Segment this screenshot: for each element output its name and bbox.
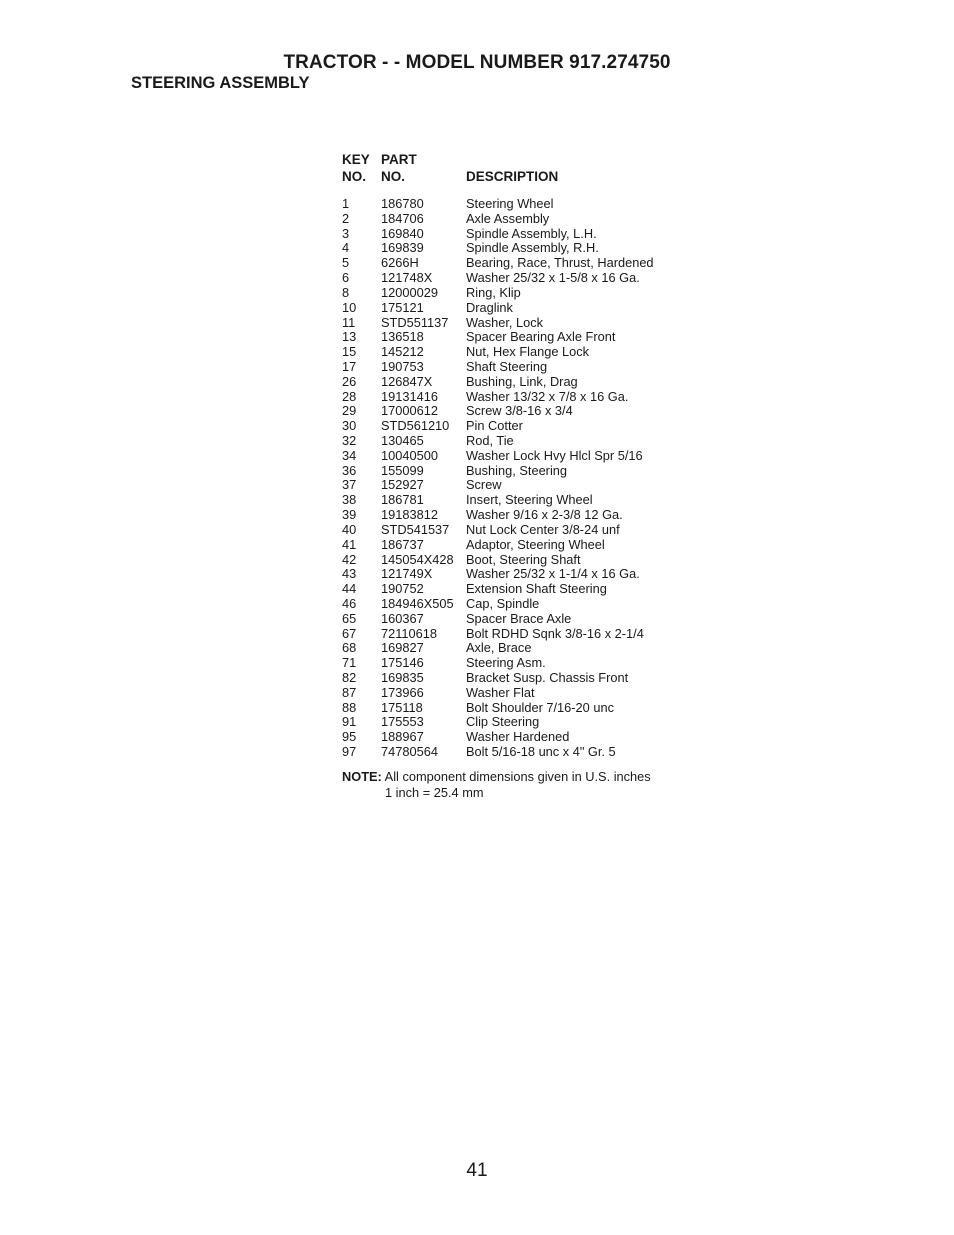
key-no-cell: 43: [342, 566, 357, 582]
part-no-cell: 169840: [381, 225, 424, 241]
part-no-cell: 169839: [381, 240, 424, 256]
part-no-cell: 190753: [381, 358, 424, 374]
description-cell: Washer Lock Hvy Hlcl Spr 5/16: [466, 447, 643, 463]
table-row: [342, 330, 702, 345]
section-title: STEERING ASSEMBLY: [131, 74, 310, 92]
table-row: [342, 478, 702, 493]
table-row: [342, 745, 702, 760]
key-no-cell: 10: [342, 299, 357, 315]
description-cell: Screw 3/8-16 x 3/4: [466, 403, 573, 419]
part-no-cell: 145212: [381, 344, 424, 360]
part-no-cell: 130465: [381, 433, 424, 448]
table-row: [342, 567, 702, 582]
description-cell: Bolt Shoulder 7/16-20 unc: [466, 699, 614, 715]
description-cell: Washer 25/32 x 1-1/4 x 16 Ga.: [466, 566, 640, 582]
key-no-cell: 68: [342, 640, 357, 656]
key-no-cell: 32: [342, 433, 357, 448]
key-no-cell: 71: [342, 655, 357, 671]
table-row: [342, 390, 702, 405]
table-row: [342, 449, 702, 464]
note-conversion: 1 inch = 25.4 mm: [385, 784, 484, 800]
key-no-cell: 42: [342, 551, 357, 567]
table-row: [342, 627, 702, 642]
part-no-cell: 145054X428: [381, 551, 454, 567]
key-no-cell: 13: [342, 329, 357, 345]
part-no-cell: 126847X: [381, 373, 433, 389]
table-row: [342, 493, 702, 508]
description-cell: Spacer Bearing Axle Front: [466, 329, 616, 345]
description-cell: Rod, Tie: [466, 433, 514, 448]
description-cell: Bolt RDHD Sqnk 3/8-16 x 2-1/4: [466, 625, 644, 641]
part-no-cell: 173966: [381, 684, 424, 700]
description-cell: Washer 25/32 x 1-5/8 x 16 Ga.: [466, 270, 640, 286]
key-no-cell: 67: [342, 625, 357, 641]
description-cell: Washer Flat: [466, 684, 535, 700]
key-no-cell: 38: [342, 492, 357, 508]
part-no-cell: 10040500: [381, 447, 438, 463]
part-no-cell: 175121: [381, 299, 424, 315]
description-cell: Ring, Klip: [466, 284, 521, 300]
table-row: [342, 538, 702, 553]
key-no-cell: 26: [342, 373, 357, 389]
page-number: 41: [466, 1160, 488, 1181]
table-row: [342, 212, 702, 227]
table-row: [342, 360, 702, 375]
description-cell: Boot, Steering Shaft: [466, 551, 581, 567]
table-row: [342, 301, 702, 316]
description-cell: Bracket Susp. Chassis Front: [466, 670, 629, 685]
description-cell: Cap, Spindle: [466, 595, 540, 611]
key-no-cell: 6: [342, 270, 350, 286]
description-cell: Spindle Assembly, L.H.: [466, 225, 597, 241]
description-cell: Bushing, Link, Drag: [466, 373, 578, 389]
table-row: [342, 686, 702, 701]
table-row: [342, 508, 702, 523]
table-row: [342, 404, 702, 419]
key-no-cell: 36: [342, 462, 357, 478]
table-row: [342, 553, 702, 568]
key-no-cell: 65: [342, 610, 357, 626]
part-no-cell: STD561210: [381, 418, 450, 434]
key-no-cell: 46: [342, 595, 357, 611]
key-no-cell: 8: [342, 284, 350, 300]
key-no-header-line2: NO.: [342, 169, 367, 184]
part-no-cell: 175553: [381, 714, 424, 730]
table-row: [342, 582, 702, 597]
key-no-cell: 91: [342, 714, 357, 730]
parts-list: [342, 151, 702, 760]
description-cell: Clip Steering: [466, 714, 540, 730]
table-row: [342, 316, 702, 331]
table-row: [342, 715, 702, 730]
part-no-cell: 190752: [381, 581, 424, 597]
part-no-cell: 121749X: [381, 566, 433, 582]
description-cell: Axle, Brace: [466, 640, 532, 656]
part-no-cell: 186781: [381, 492, 424, 508]
table-row: [342, 256, 702, 271]
key-no-cell: 37: [342, 477, 357, 493]
part-no-cell: STD541537: [381, 521, 450, 537]
table-row: [342, 286, 702, 301]
parts-list-header: [342, 151, 702, 185]
dimensions-note: [342, 769, 651, 800]
table-row: [342, 241, 702, 256]
note-text: All component dimensions given in U.S. inches: [381, 769, 651, 784]
part-no-cell: 184706: [381, 210, 424, 226]
part-no-cell: 19183812: [381, 507, 438, 523]
table-row: [342, 227, 702, 242]
description-cell: Washer, Lock: [466, 314, 544, 330]
key-no-cell: 87: [342, 684, 357, 700]
key-no-cell: 29: [342, 403, 357, 419]
table-row: [342, 434, 702, 449]
part-no-cell: 155099: [381, 462, 424, 478]
description-cell: Steering Wheel: [466, 196, 554, 211]
description-cell: Insert, Steering Wheel: [466, 492, 593, 508]
description-cell: Spacer Brace Axle: [466, 610, 572, 626]
part-no-cell: 175118: [381, 699, 423, 715]
part-no-header-line1: PART: [381, 152, 417, 167]
table-row: [342, 345, 702, 360]
part-no-cell: 72110618: [381, 625, 437, 641]
key-no-cell: 28: [342, 388, 357, 404]
table-row: [342, 671, 702, 686]
description-cell: Bushing, Steering: [466, 462, 568, 478]
description-header: DESCRIPTION: [466, 169, 559, 184]
key-no-cell: 41: [342, 536, 357, 552]
description-cell: Washer 13/32 x 7/8 x 16 Ga.: [466, 388, 629, 404]
table-row: [342, 375, 702, 390]
description-cell: Steering Asm.: [466, 655, 546, 671]
part-no-cell: 175146: [381, 655, 424, 671]
key-no-header-line1: KEY: [342, 152, 370, 167]
part-no-cell: 152927: [381, 477, 424, 493]
table-row: [342, 271, 702, 286]
description-cell: Screw: [466, 477, 502, 493]
part-no-cell: 184946X505: [381, 595, 454, 611]
table-row: [342, 656, 702, 671]
part-no-cell: 169827: [381, 640, 424, 656]
key-no-cell: 1: [342, 196, 350, 211]
part-no-header-line2: NO.: [381, 169, 406, 184]
description-cell: Washer Hardened: [466, 729, 570, 745]
key-no-cell: 40: [342, 521, 357, 537]
table-row: [342, 197, 702, 212]
key-no-cell: 5: [342, 255, 350, 271]
part-no-cell: 19131416: [381, 388, 438, 404]
table-row: [342, 523, 702, 538]
key-no-cell: 88: [342, 699, 357, 715]
key-no-cell: 34: [342, 447, 357, 463]
table-row: [342, 612, 702, 627]
table-row: [342, 730, 702, 745]
page-title: TRACTOR - - MODEL NUMBER 917.274750: [283, 52, 671, 73]
description-cell: Extension Shaft Steering: [466, 581, 607, 597]
key-no-cell: 4: [342, 240, 350, 256]
table-row: [342, 641, 702, 656]
description-cell: Nut Lock Center 3/8-24 unf: [466, 521, 620, 537]
part-no-cell: 6266H: [381, 255, 419, 271]
table-row: [342, 464, 702, 479]
description-cell: Adaptor, Steering Wheel: [466, 536, 605, 552]
key-no-cell: 17: [342, 358, 357, 374]
description-cell: Spindle Assembly, R.H.: [466, 240, 599, 256]
table-row: [342, 701, 702, 716]
description-cell: Bearing, Race, Thrust, Hardened: [466, 255, 654, 271]
key-no-cell: 97: [342, 744, 357, 760]
description-cell: Bolt 5/16-18 unc x 4" Gr. 5: [466, 744, 616, 760]
description-cell: Washer 9/16 x 2-3/8 12 Ga.: [466, 507, 623, 523]
key-no-cell: 2: [342, 210, 350, 226]
part-no-cell: STD551137: [381, 314, 449, 330]
key-no-cell: 30: [342, 418, 357, 434]
description-cell: Pin Cotter: [466, 418, 523, 434]
key-no-cell: 3: [342, 225, 350, 241]
part-no-cell: 186780: [381, 196, 424, 211]
table-row: [342, 419, 702, 434]
key-no-cell: 39: [342, 507, 357, 523]
note-label: NOTE:: [342, 769, 382, 784]
description-cell: Axle Assembly: [466, 210, 550, 226]
table-row: [342, 597, 702, 612]
parts-rows: [342, 197, 702, 760]
description-cell: Draglink: [466, 299, 513, 315]
description-cell: Shaft Steering: [466, 358, 548, 374]
part-no-cell: 186737: [381, 536, 424, 552]
part-no-cell: 136518: [381, 329, 424, 345]
key-no-cell: 11: [342, 314, 356, 330]
description-cell: Nut, Hex Flange Lock: [466, 344, 590, 360]
part-no-cell: 17000612: [381, 403, 438, 419]
key-no-cell: 15: [342, 344, 357, 360]
part-no-cell: 188967: [381, 729, 424, 745]
part-no-cell: 74780564: [381, 744, 438, 760]
part-no-cell: 169835: [381, 670, 424, 685]
key-no-cell: 44: [342, 581, 357, 597]
part-no-cell: 12000029: [381, 284, 438, 300]
key-no-cell: 95: [342, 729, 357, 745]
part-no-cell: 160367: [381, 610, 424, 626]
key-no-cell: 82: [342, 670, 357, 685]
part-no-cell: 121748X: [381, 270, 433, 286]
